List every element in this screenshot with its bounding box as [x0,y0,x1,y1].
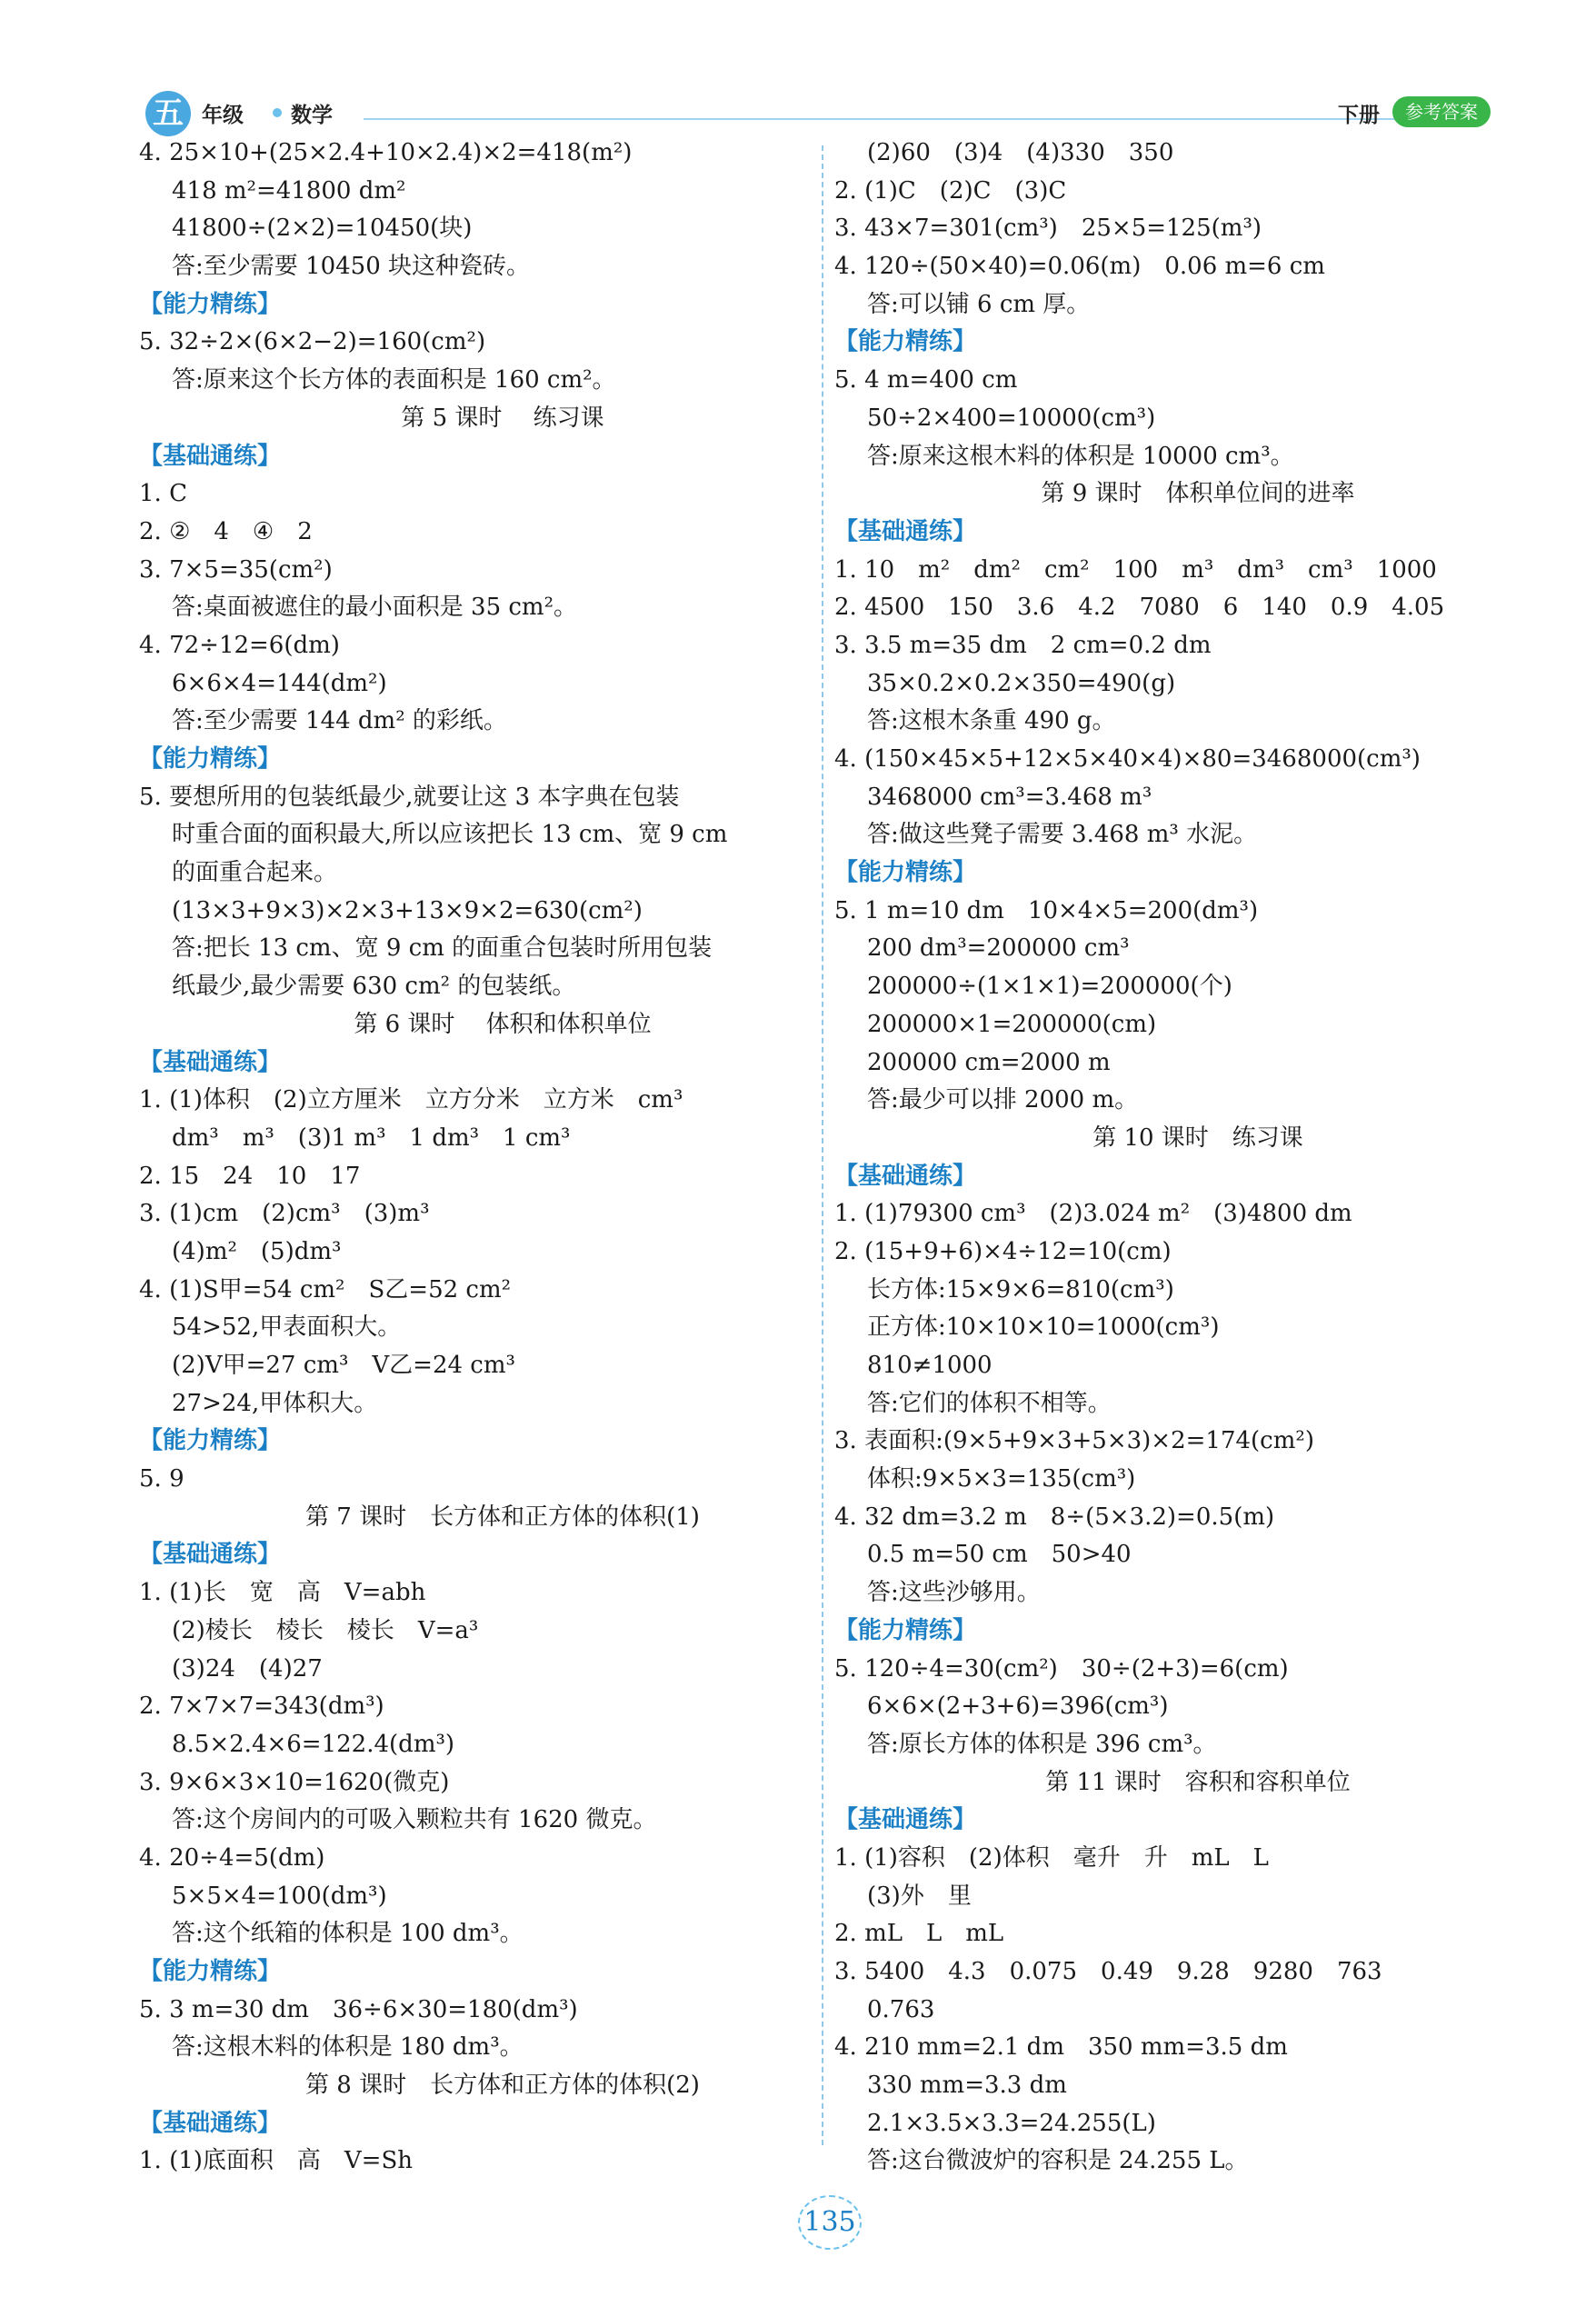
right-line: 3. 3.5 m=35 dm 2 cm=0.2 dm [834,631,1212,659]
grade-label: 年级 [202,104,244,127]
right-line: 2.1×3.5×3.3=24.255(L) [867,2109,1156,2137]
left-line: 4. (1)S甲=54 cm² S乙=52 cm² [139,1275,512,1303]
left-line: 3. (1)cm (2)cm³ (3)m³ [139,1200,430,1228]
lesson-title: 第 5 课时 练习课 [401,404,604,432]
right-line: 答:最少可以排 2000 m。 [867,1086,1139,1114]
left-line: (2)棱长 棱长 棱长 V=a³ [172,1616,479,1644]
right-line: 1. 10 m² dm² cm² 100 m³ dm³ cm³ 1000 [834,555,1437,584]
section-heading: 【基础通练】 [834,517,977,545]
left-line: 1. (1)长 宽 高 V=abh [139,1579,426,1607]
left-line: 418 m²=41800 dm² [172,176,406,205]
left-line: 41800÷(2×2)=10450(块) [172,215,473,243]
lesson-title: 第 9 课时 体积单位间的进率 [1041,480,1355,508]
right-line: 4. (150×45×5+12×5×40×4)×80=3468000(cm³) [834,745,1421,773]
left-line: (4)m² (5)dm³ [172,1237,342,1265]
section-heading: 【基础通练】 [834,1806,977,1834]
right-line: 答:做这些凳子需要 3.468 m³ 水泥。 [867,821,1258,849]
section-heading: 【能力精练】 [834,859,977,887]
grade-badge: 五 [145,91,191,136]
left-line: 答:这个纸箱的体积是 100 dm³。 [172,1920,524,1948]
section-heading: 【能力精练】 [139,745,282,773]
right-line: 5. 120÷4=30(cm²) 30÷(2+3)=6(cm) [834,1654,1289,1683]
lesson-title: 第 6 课时 体积和体积单位 [354,1010,652,1038]
left-line: 2. 15 24 10 17 [139,1162,361,1190]
right-line: 200 dm³=200000 cm³ [867,934,1130,963]
right-line: 答:原来这根木料的体积是 10000 cm³。 [867,442,1294,470]
answer-badge: 参考答案 [1392,96,1491,127]
right-line: 4. 120÷(50×40)=0.06(m) 0.06 m=6 cm [834,253,1325,281]
right-line: 4. 210 mm=2.1 dm 350 mm=3.5 dm [834,2033,1288,2062]
left-line: 5. 要想所用的包装纸最少,就要让这 3 本字典在包装 [139,783,680,811]
right-line: 答:可以铺 6 cm 厚。 [867,290,1091,318]
left-line: 4. 25×10+(25×2.4+10×2.4)×2=418(m²) [139,139,633,166]
right-line: 200000 cm=2000 m [867,1048,1111,1076]
left-line: 1. (1)底面积 高 V=Sh [139,2147,414,2175]
section-heading: 【基础通练】 [139,1048,282,1076]
right-line: 2. (15+9+6)×4÷12=10(cm) [834,1237,1172,1265]
right-column [834,135,1561,2181]
right-line: 330 mm=3.3 dm [867,2072,1067,2100]
right-line: 3. 5400 4.3 0.075 0.49 9.28 9280 763 [834,1958,1382,1985]
section-heading: 【基础通练】 [139,2109,282,2137]
volume-label: 下册 [1338,104,1380,127]
left-line: 5. 9 [139,1465,185,1493]
lesson-title: 第 8 课时 长方体和正方体的体积(2) [305,2072,700,2100]
right-line: 答:这根木条重 490 g。 [867,707,1116,735]
right-line: (3)外 里 [867,1882,972,1910]
left-line: 答:桌面被遮住的最小面积是 35 cm²。 [172,594,578,622]
right-line: 长方体:15×9×6=810(cm³) [867,1275,1174,1303]
right-line: 答:这台微波炉的容积是 24.255 L。 [867,2147,1249,2175]
left-column [139,135,866,2181]
left-line: 的面重合起来。 [172,859,338,887]
left-line: 纸最少,最少需要 630 cm² 的包装纸。 [172,973,576,1001]
left-line: 答:这个房间内的可吸入颗粒共有 1620 微克。 [172,1806,657,1834]
right-line: 2. 4500 150 3.6 4.2 7080 6 140 0.9 4.05 [834,594,1445,622]
right-line: 答:原长方体的体积是 396 cm³。 [867,1730,1217,1758]
left-line: 4. 20÷4=5(dm) [139,1843,325,1872]
right-line: 答:这些沙够用。 [867,1579,1041,1607]
left-line: 答:原来这个长方体的表面积是 160 cm²。 [172,366,616,394]
right-line: 3468000 cm³=3.468 m³ [867,783,1152,811]
left-line: 1. C [139,480,187,508]
left-line: 54>52,甲表面积大。 [172,1313,402,1342]
section-heading: 【能力精练】 [139,290,282,318]
right-line: 5. 4 m=400 cm [834,366,1018,394]
section-heading: 【基础通练】 [139,442,282,470]
right-line: 答:它们的体积不相等。 [867,1389,1112,1417]
right-line: 体积:9×5×3=135(cm³) [867,1465,1136,1493]
dot-icon [273,108,282,117]
left-line: dm³ m³ (3)1 m³ 1 dm³ 1 cm³ [172,1124,571,1152]
section-heading: 【能力精练】 [139,1958,282,1985]
left-line: 3. 9×6×3×10=1620(微克) [139,1768,450,1796]
left-line: (3)24 (4)27 [172,1654,323,1683]
left-line: 答:至少需要 10450 块这种瓷砖。 [172,253,530,281]
page-header [145,91,1491,136]
left-line: 答:把长 13 cm、宽 9 cm 的面重合包装时所用包装 [172,934,713,963]
right-line: (2)60 (3)4 (4)330 350 [867,139,1174,166]
section-heading: 【能力精练】 [834,328,977,356]
right-line: 1. (1)容积 (2)体积 毫升 升 mL L [834,1843,1269,1872]
section-heading: 【基础通练】 [139,1541,282,1569]
page-number: 135 [798,2195,862,2250]
right-line: 810≠1000 [867,1352,993,1379]
left-line: 5×5×4=100(dm³) [172,1882,387,1910]
right-line: 200000×1=200000(cm) [867,1010,1157,1038]
left-line: 2. ② 4 ④ 2 [139,517,313,545]
left-line: (13×3+9×3)×2×3+13×9×2=630(cm²) [172,896,643,924]
right-line: 4. 32 dm=3.2 m 8÷(5×3.2)=0.5(m) [834,1503,1275,1531]
left-line: 4. 72÷12=6(dm) [139,631,340,659]
right-line: 0.763 [867,1995,935,2023]
right-line: 0.5 m=50 cm 50>40 [867,1541,1132,1569]
lesson-title: 第 11 课时 容积和容积单位 [1045,1768,1351,1796]
left-line: (2)V甲=27 cm³ V乙=24 cm³ [172,1352,515,1379]
right-line: 正方体:10×10×10=1000(cm³) [867,1313,1220,1342]
right-line: 3. 43×7=301(cm³) 25×5=125(m³) [834,215,1262,243]
lesson-title: 第 7 课时 长方体和正方体的体积(1) [305,1503,700,1531]
subject-label: 数学 [291,104,333,127]
section-heading: 【能力精练】 [834,1616,977,1644]
right-line: 200000÷(1×1×1)=200000(个) [867,973,1232,1001]
right-line: 35×0.2×0.2×350=490(g) [867,669,1176,697]
header-divider [364,118,1445,120]
left-line: 27>24,甲体积大。 [172,1389,378,1417]
right-line: 2. (1)C (2)C (3)C [834,176,1067,205]
section-heading: 【能力精练】 [139,1427,282,1455]
left-line: 1. (1)体积 (2)立方厘米 立方分米 立方米 cm³ [139,1086,683,1114]
right-line: 3. 表面积:(9×5+9×3+5×3)×2=174(cm²) [834,1427,1314,1455]
right-line: 2. mL L mL [834,1920,1004,1948]
left-line: 2. 7×7×7=343(dm³) [139,1693,384,1721]
left-line: 6×6×4=144(dm²) [172,669,387,697]
left-line: 答:这根木料的体积是 180 dm³。 [172,2033,524,2062]
left-line: 8.5×2.4×6=122.4(dm³) [172,1730,455,1758]
left-line: 时重合面的面积最大,所以应该把长 13 cm、宽 9 cm [172,821,728,849]
right-line: 6×6×(2+3+6)=396(cm³) [867,1693,1169,1721]
right-line: 1. (1)79300 cm³ (2)3.024 m² (3)4800 dm [834,1200,1352,1228]
right-line: 5. 1 m=10 dm 10×4×5=200(dm³) [834,896,1259,924]
left-line: 5. 3 m=30 dm 36÷6×30=180(dm³) [139,1995,578,2023]
lesson-title: 第 10 课时 练习课 [1092,1124,1303,1152]
left-line: 5. 32÷2×(6×2−2)=160(cm²) [139,328,486,356]
left-line: 答:至少需要 144 dm² 的彩纸。 [172,707,507,735]
section-heading: 【基础通练】 [834,1162,977,1190]
left-line: 3. 7×5=35(cm²) [139,555,333,584]
right-line: 50÷2×400=10000(cm³) [867,404,1156,432]
